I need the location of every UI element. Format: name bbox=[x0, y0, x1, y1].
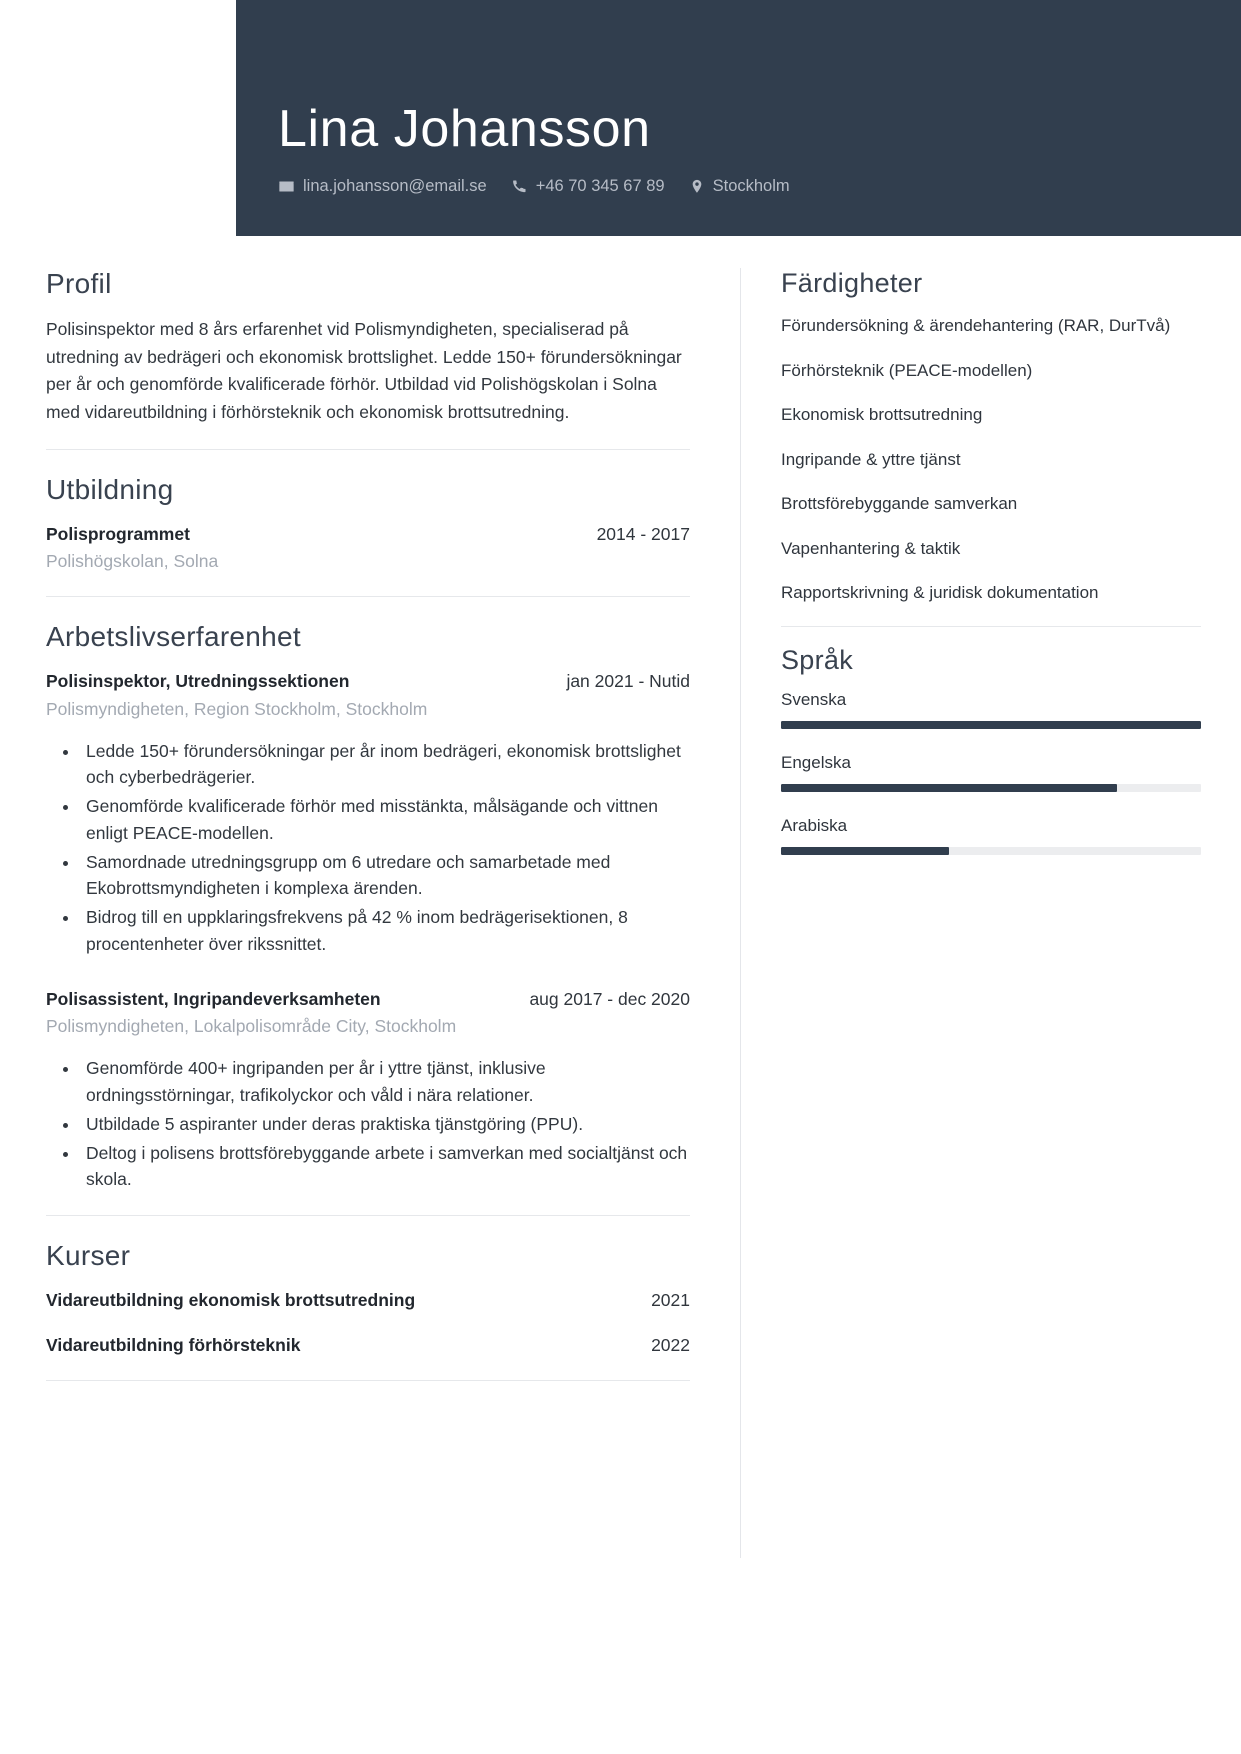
course-title: Vidareutbildning ekonomisk brottsutredning bbox=[46, 1289, 416, 1310]
section-education bbox=[46, 474, 690, 575]
spacer bbox=[46, 961, 690, 987]
section-experience bbox=[46, 621, 690, 1193]
section-skills bbox=[781, 268, 1201, 606]
section-languages bbox=[781, 645, 1201, 855]
list-item: • Genomförde 400+ ingripanden per år i yttre tjänst, inklusive ordningsstörningar, trafikolyckor och våld i nära relationer. bbox=[80, 1055, 690, 1108]
location-pin-icon bbox=[689, 178, 705, 195]
contact-row bbox=[278, 177, 1241, 196]
contact-phone[interactable] bbox=[511, 177, 665, 196]
course-entry-head bbox=[46, 1333, 690, 1358]
resume-header bbox=[236, 0, 1241, 236]
resume-body bbox=[0, 236, 1241, 1558]
contact-email[interactable] bbox=[278, 177, 487, 196]
skill-item: Ekonomisk brottsutredning bbox=[781, 405, 983, 424]
experience-entry-head bbox=[46, 987, 690, 1012]
page-title: Lina Johansson bbox=[278, 100, 651, 159]
experience-bullets bbox=[80, 738, 690, 957]
language-name: Svenska bbox=[781, 689, 847, 709]
section-heading-languages: Språk bbox=[781, 644, 854, 675]
contact-phone-text: +46 70 345 67 89 bbox=[535, 177, 665, 195]
phone-icon bbox=[511, 178, 528, 195]
experience-entry-head bbox=[46, 669, 690, 694]
section-heading-skills: Färdigheter bbox=[781, 268, 923, 298]
language-item bbox=[781, 753, 1201, 792]
language-level-fill bbox=[781, 721, 1201, 729]
course-entry bbox=[46, 1333, 690, 1358]
envelope-icon bbox=[278, 178, 295, 195]
skill-item: Förundersökning & ärendehantering (RAR, DurTvå) bbox=[781, 316, 1171, 335]
language-item bbox=[781, 816, 1201, 855]
section-heading-courses: Kurser bbox=[46, 1239, 131, 1271]
list-item: • Samordnade utredningsgrupp om 6 utredare och samarbetade med Ekobrottsmyndigheten i komplexa ärenden. bbox=[80, 849, 690, 902]
divider bbox=[46, 1215, 690, 1216]
experience-entry bbox=[46, 669, 690, 957]
list-item: • Bidrog till en uppklaringsfrekvens på 42 % inom bedrägerisektionen, 8 procentenheter över rikssnittet. bbox=[80, 904, 690, 957]
contact-location-text: Stockholm bbox=[712, 177, 790, 195]
experience-entry bbox=[46, 987, 690, 1193]
skill-item: Vapenhantering & taktik bbox=[781, 538, 961, 558]
contact-email-text: lina.johansson@email.se bbox=[303, 177, 487, 195]
experience-subtitle: Polismyndigheten, Region Stockholm, Stockholm bbox=[46, 698, 428, 719]
divider bbox=[46, 1380, 690, 1381]
course-title: Vidareutbildning förhörsteknik bbox=[46, 1335, 301, 1356]
section-heading-profile: Profil bbox=[46, 268, 112, 299]
list-item: • Deltog i polisens brottsförebyggande arbete i samverkan med socialtjänst och skola. bbox=[80, 1140, 690, 1193]
experience-date: aug 2017 - dec 2020 bbox=[529, 988, 690, 1009]
experience-title: Polisassistent, Ingripandeverksamheten bbox=[46, 988, 381, 1009]
profile-text: Polisinspektor med 8 års erfarenhet vid Polismyndigheten, specialiserad på utredning av bedrägeri och ekonomisk brottslighet. Ledde 150+ förundersökningar per år och genomförde kvalificerade förhör. Utbildad vid Polishögskolan i Solna med vidareutbildning i förhörsteknik och ekonomisk brottsutredning. bbox=[46, 319, 682, 422]
experience-title: Polisinspektor, Utredningssektionen bbox=[46, 671, 350, 692]
language-name: Arabiska bbox=[781, 815, 848, 835]
language-level-fill bbox=[781, 784, 1117, 792]
language-level-track bbox=[781, 784, 1201, 792]
list-item: • Utbildade 5 aspiranter under deras praktiska tjänstgöring (PPU). bbox=[80, 1111, 690, 1137]
language-level-track bbox=[781, 721, 1201, 729]
course-date: 2022 bbox=[651, 1335, 690, 1356]
skill-item: Brottsförebyggande samverkan bbox=[781, 494, 1018, 513]
language-level-fill bbox=[781, 847, 949, 855]
sidebar-column bbox=[740, 268, 1241, 1558]
course-entry bbox=[46, 1288, 690, 1313]
language-level-track bbox=[781, 847, 1201, 855]
skill-item: Förhörsteknik (PEACE-modellen) bbox=[781, 360, 1033, 380]
section-courses bbox=[46, 1240, 690, 1359]
education-entry bbox=[46, 522, 690, 575]
course-date: 2021 bbox=[651, 1289, 690, 1310]
skill-item: Ingripande & yttre tjänst bbox=[781, 449, 961, 469]
experience-date: jan 2021 - Nutid bbox=[566, 671, 690, 692]
education-subtitle: Polishögskolan, Solna bbox=[46, 550, 219, 571]
section-heading-education: Utbildning bbox=[46, 473, 174, 505]
divider bbox=[46, 449, 690, 450]
contact-location[interactable] bbox=[689, 177, 790, 196]
section-profile bbox=[46, 268, 690, 427]
education-entry-head bbox=[46, 522, 690, 547]
education-title: Polisprogrammet bbox=[46, 523, 190, 544]
language-name: Engelska bbox=[781, 752, 851, 772]
education-date: 2014 - 2017 bbox=[596, 523, 690, 544]
course-entry-head bbox=[46, 1288, 690, 1313]
skill-item: Rapportskrivning & juridisk dokumentation bbox=[781, 583, 1099, 602]
divider bbox=[781, 626, 1201, 627]
divider bbox=[46, 596, 690, 597]
section-heading-experience: Arbetslivserfarenhet bbox=[46, 621, 302, 653]
experience-subtitle: Polismyndigheten, Lokalpolisområde City, Stockholm bbox=[46, 1016, 457, 1037]
list-item: • Ledde 150+ förundersökningar per år inom bedrägeri, ekonomisk brottslighet och cyberbedrägerier. bbox=[80, 738, 690, 791]
list-item: • Genomförde kvalificerade förhör med misstänkta, målsägande och vittnen enligt PEACE-modellen. bbox=[80, 793, 690, 846]
main-column bbox=[0, 268, 740, 1558]
language-item bbox=[781, 690, 1201, 729]
experience-bullets bbox=[80, 1055, 690, 1192]
